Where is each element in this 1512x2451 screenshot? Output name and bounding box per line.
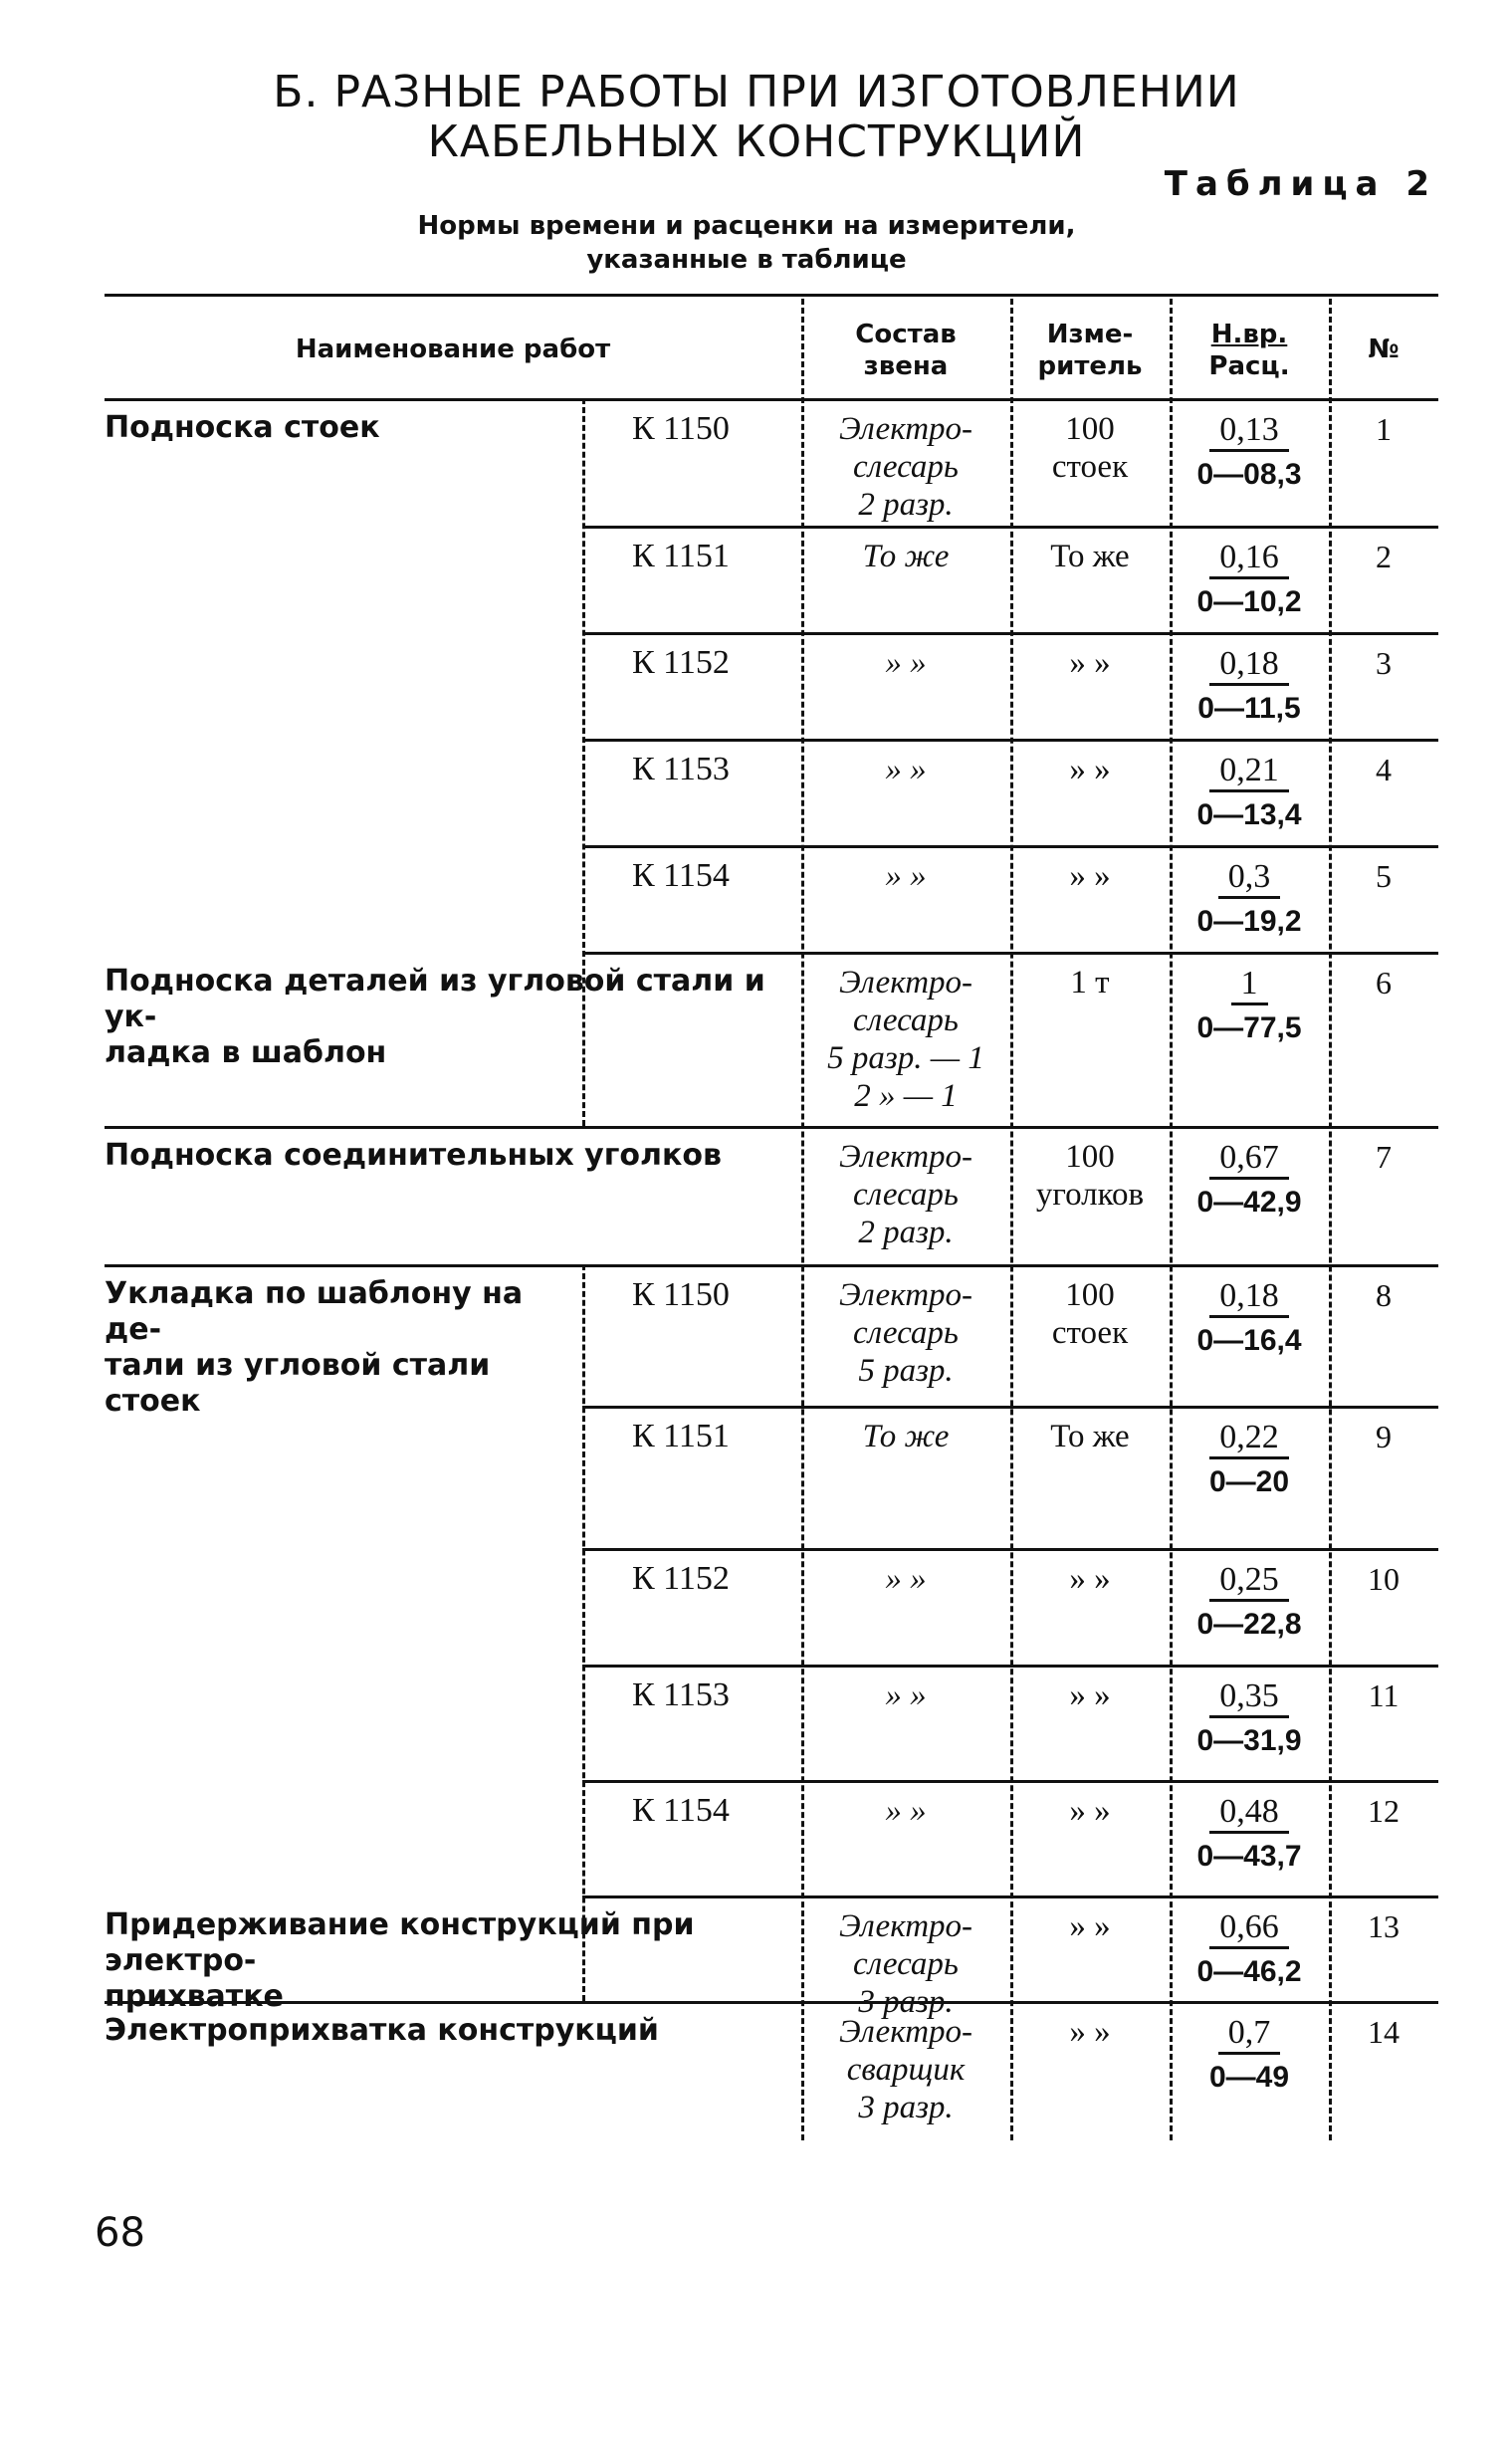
norm-and-rate bbox=[1175, 964, 1324, 1047]
meter-line: уголков bbox=[1035, 1177, 1145, 1213]
rate: 0—22,8 bbox=[1196, 1608, 1302, 1641]
rate: 0—43,7 bbox=[1196, 1840, 1302, 1873]
time-norm: 0,25 bbox=[1209, 1561, 1289, 1602]
header-crew bbox=[801, 319, 1010, 382]
measure-unit bbox=[1015, 1560, 1165, 1598]
row-number: 2 bbox=[1376, 539, 1392, 574]
table-top-rule bbox=[105, 294, 1438, 297]
row-rule-9 bbox=[582, 1548, 1438, 1551]
time-norm: 0,7 bbox=[1218, 2014, 1281, 2055]
meter-line: 1 т bbox=[1070, 965, 1110, 1001]
meter-line: » » bbox=[1069, 1561, 1111, 1597]
rate: 0—46,2 bbox=[1196, 1955, 1302, 1988]
meter-line: » » bbox=[1069, 752, 1111, 787]
meter-line: стоек bbox=[1051, 449, 1129, 485]
work-name-line: Подноска деталей из угловой стали и ук- bbox=[105, 964, 765, 1034]
meter-line: » » bbox=[1069, 2014, 1111, 2050]
row-rule-10 bbox=[582, 1665, 1438, 1668]
time-norm: 0,67 bbox=[1209, 1139, 1289, 1180]
measure-unit bbox=[1015, 1907, 1165, 1945]
norm-and-rate bbox=[1175, 857, 1324, 941]
row-number: 5 bbox=[1376, 858, 1392, 894]
measure-unit bbox=[1015, 1418, 1165, 1455]
divider-meter bbox=[1010, 299, 1013, 2140]
measure-unit bbox=[1015, 1676, 1165, 1714]
rate: 0—19,2 bbox=[1196, 905, 1302, 938]
rate: 0—20 bbox=[1208, 1465, 1290, 1498]
work-code: К 1150 bbox=[632, 1276, 730, 1313]
header-meter-line-1: Изме- bbox=[1046, 320, 1134, 349]
work-name-line: Придерживание конструкций при электро- bbox=[105, 1907, 695, 1978]
crew-composition bbox=[806, 857, 1005, 895]
rate: 0—42,9 bbox=[1196, 1186, 1302, 1219]
row-number: 10 bbox=[1368, 1561, 1400, 1597]
row-number: 14 bbox=[1368, 2014, 1400, 2050]
divider-crew bbox=[801, 299, 804, 2140]
row-number: 8 bbox=[1376, 1277, 1392, 1313]
row-rule-2 bbox=[582, 632, 1438, 635]
crew-composition bbox=[806, 644, 1005, 682]
rate: 0—16,4 bbox=[1196, 1324, 1302, 1357]
crew-composition bbox=[806, 1138, 1005, 1251]
row-rule-8 bbox=[582, 1406, 1438, 1409]
work-name bbox=[105, 410, 570, 446]
row-rule-5 bbox=[582, 952, 1438, 955]
rate: 0—31,9 bbox=[1196, 1724, 1302, 1757]
rate: 0—13,4 bbox=[1196, 798, 1302, 831]
work-code: К 1153 bbox=[632, 751, 730, 787]
divider-norm bbox=[1170, 299, 1173, 2140]
meter-line: 100 bbox=[1065, 1139, 1115, 1175]
work-name-line: тали из угловой стали стоек bbox=[105, 1348, 491, 1419]
work-name-line: прихватке bbox=[105, 1979, 284, 2014]
measure-unit bbox=[1015, 857, 1165, 895]
meter-line: » » bbox=[1069, 645, 1111, 681]
work-name-line: Электроприхватка конструкций bbox=[105, 2013, 659, 2048]
time-norm: 0,35 bbox=[1209, 1677, 1289, 1718]
crew-line: 2 разр. bbox=[858, 1215, 954, 1250]
work-code: К 1154 bbox=[632, 857, 730, 894]
work-name-line: ладка в шаблон bbox=[105, 1035, 387, 1070]
header-norm bbox=[1170, 319, 1329, 382]
row-rule-7 bbox=[105, 1264, 1438, 1267]
rate: 0—08,3 bbox=[1196, 458, 1302, 491]
measure-unit bbox=[1015, 1792, 1165, 1830]
work-name bbox=[105, 964, 789, 1071]
norm-and-rate bbox=[1175, 1676, 1324, 1760]
row-number: 1 bbox=[1376, 411, 1392, 447]
row-rule-11 bbox=[582, 1780, 1438, 1783]
norm-and-rate bbox=[1175, 1138, 1324, 1222]
row-number: 4 bbox=[1376, 752, 1392, 787]
rate: 0—49 bbox=[1208, 2061, 1290, 2094]
measure-unit bbox=[1015, 1276, 1165, 1352]
divider-code-group-2 bbox=[582, 1264, 585, 2001]
crew-line: 5 разр. bbox=[858, 1353, 954, 1389]
crew-line: слесарь bbox=[853, 1946, 959, 1982]
crew-line: 5 разр. — 1 bbox=[827, 1040, 984, 1076]
measure-unit bbox=[1015, 644, 1165, 682]
section-title-line-1: Б. РАЗНЫЕ РАБОТЫ ПРИ ИЗГОТОВЛЕНИИ bbox=[273, 67, 1240, 117]
meter-line: » » bbox=[1069, 858, 1111, 894]
work-name bbox=[105, 1276, 570, 1420]
norm-and-rate bbox=[1175, 538, 1324, 621]
norm-and-rate bbox=[1175, 1792, 1324, 1876]
time-norm: 0,16 bbox=[1209, 539, 1289, 579]
crew-line: Электро- bbox=[838, 2014, 973, 2050]
time-norm: 0,13 bbox=[1209, 411, 1289, 452]
page-number: 68 bbox=[95, 2210, 145, 2256]
row-number: 7 bbox=[1376, 1139, 1392, 1175]
row-rule-3 bbox=[582, 739, 1438, 742]
row-rule-4 bbox=[582, 845, 1438, 848]
work-code: К 1154 bbox=[632, 1792, 730, 1829]
rate: 0—11,5 bbox=[1197, 692, 1301, 725]
section-title-line-2: КАБЕЛЬНЫХ КОНСТРУКЦИЙ bbox=[427, 116, 1086, 167]
crew-composition bbox=[806, 1560, 1005, 1598]
row-number: 6 bbox=[1376, 965, 1392, 1001]
crew-line: То же bbox=[862, 539, 950, 574]
norm-and-rate bbox=[1175, 644, 1324, 728]
time-norm: 0,18 bbox=[1209, 645, 1289, 686]
crew-composition bbox=[806, 751, 1005, 788]
subtitle-line-2: указанные в таблице bbox=[586, 245, 907, 275]
norm-and-rate bbox=[1175, 1418, 1324, 1501]
crew-line: » » bbox=[885, 645, 927, 681]
crew-line: Электро- bbox=[838, 965, 973, 1001]
crew-line: » » bbox=[885, 1561, 927, 1597]
meter-line: » » bbox=[1069, 1793, 1111, 1829]
norm-and-rate bbox=[1175, 751, 1324, 834]
work-code: К 1153 bbox=[632, 1676, 730, 1713]
meter-line: » » bbox=[1069, 1908, 1111, 1944]
crew-composition bbox=[806, 538, 1005, 575]
header-rate: Расц. bbox=[1208, 351, 1290, 381]
crew-line: Электро- bbox=[838, 1277, 973, 1313]
crew-composition bbox=[806, 1676, 1005, 1714]
measure-unit bbox=[1015, 751, 1165, 788]
crew-line: 2 » — 1 bbox=[854, 1078, 958, 1114]
norm-and-rate bbox=[1175, 410, 1324, 494]
norm-and-rate bbox=[1175, 2013, 1324, 2097]
time-norm: 0,3 bbox=[1218, 858, 1281, 899]
row-number: 12 bbox=[1368, 1793, 1400, 1829]
crew-line: 2 разр. bbox=[858, 487, 954, 523]
crew-line: » » bbox=[885, 1677, 927, 1713]
crew-line: 3 разр. bbox=[858, 1984, 954, 2020]
crew-composition bbox=[806, 2013, 1005, 2126]
work-code: К 1152 bbox=[632, 1560, 730, 1597]
row-number: 3 bbox=[1376, 645, 1392, 681]
crew-line: » » bbox=[885, 752, 927, 787]
subtitle-line-1: Нормы времени и расценки на измерители, bbox=[417, 211, 1076, 241]
measure-unit bbox=[1015, 2013, 1165, 2051]
crew-line: слесарь bbox=[853, 449, 959, 485]
time-norm: 0,48 bbox=[1209, 1793, 1289, 1834]
work-code: К 1151 bbox=[632, 538, 730, 574]
header-crew-line-2: звена bbox=[863, 351, 949, 381]
work-name-line: Подноска соединительных уголков bbox=[105, 1138, 722, 1173]
meter-line: 100 bbox=[1065, 1277, 1115, 1313]
row-rule-12 bbox=[582, 1895, 1438, 1898]
time-norm: 0,21 bbox=[1209, 752, 1289, 792]
meter-line: 100 bbox=[1065, 411, 1115, 447]
measure-unit bbox=[1015, 1138, 1165, 1214]
crew-composition bbox=[806, 1418, 1005, 1455]
crew-composition bbox=[806, 1907, 1005, 2021]
crew-composition bbox=[806, 964, 1005, 1115]
rate: 0—77,5 bbox=[1196, 1011, 1302, 1044]
work-name-line: Подноска стоек bbox=[105, 410, 380, 445]
work-code: К 1152 bbox=[632, 644, 730, 681]
crew-line: То же bbox=[862, 1419, 950, 1454]
time-norm: 0,18 bbox=[1209, 1277, 1289, 1318]
crew-line: слесарь bbox=[853, 1177, 959, 1213]
work-name bbox=[105, 1907, 789, 2015]
row-number: 13 bbox=[1368, 1908, 1400, 1944]
meter-line: » » bbox=[1069, 1677, 1111, 1713]
header-meter bbox=[1010, 319, 1170, 382]
header-bottom-rule bbox=[105, 398, 1438, 401]
crew-composition bbox=[806, 1276, 1005, 1390]
time-norm: 1 bbox=[1231, 965, 1268, 1005]
measure-unit bbox=[1015, 964, 1165, 1002]
header-work-name: Наименование работ bbox=[295, 334, 611, 364]
norm-and-rate bbox=[1175, 1907, 1324, 1991]
work-name bbox=[105, 2013, 789, 2049]
measure-unit bbox=[1015, 538, 1165, 575]
measure-unit bbox=[1015, 410, 1165, 486]
meter-line: То же bbox=[1050, 1419, 1130, 1454]
crew-line: » » bbox=[885, 1793, 927, 1829]
row-number: 9 bbox=[1376, 1419, 1392, 1454]
crew-line: слесарь bbox=[853, 1003, 959, 1038]
meter-line: стоек bbox=[1051, 1315, 1129, 1351]
work-code: К 1151 bbox=[632, 1418, 730, 1454]
meter-line: То же bbox=[1050, 539, 1130, 574]
crew-line: Электро- bbox=[838, 411, 973, 447]
crew-line: слесарь bbox=[853, 1315, 959, 1351]
rate: 0—10,2 bbox=[1196, 585, 1302, 618]
row-rule-1 bbox=[582, 526, 1438, 529]
header-norm-time: Н.вр. bbox=[1210, 320, 1288, 349]
time-norm: 0,22 bbox=[1209, 1419, 1289, 1459]
crew-line: Электро- bbox=[838, 1908, 973, 1944]
norm-and-rate bbox=[1175, 1560, 1324, 1644]
work-name-line: Укладка по шаблону на де- bbox=[105, 1276, 524, 1347]
crew-line: 3 разр. bbox=[858, 2090, 954, 2125]
work-name bbox=[105, 1138, 789, 1174]
header-number: № bbox=[1368, 334, 1400, 364]
divider-number bbox=[1329, 299, 1332, 2140]
crew-line: » » bbox=[885, 858, 927, 894]
crew-line: сварщик bbox=[846, 2052, 966, 2088]
norm-and-rate bbox=[1175, 1276, 1324, 1360]
row-rule-6 bbox=[105, 1126, 1438, 1129]
header-crew-line-1: Состав bbox=[855, 320, 957, 349]
crew-composition bbox=[806, 410, 1005, 524]
crew-composition bbox=[806, 1792, 1005, 1830]
header-meter-line-2: ритель bbox=[1037, 351, 1143, 381]
crew-line: Электро- bbox=[838, 1139, 973, 1175]
work-code: К 1150 bbox=[632, 410, 730, 447]
row-number: 11 bbox=[1368, 1677, 1400, 1713]
table-label: Таблица 2 bbox=[1164, 164, 1437, 204]
time-norm: 0,66 bbox=[1209, 1908, 1289, 1949]
